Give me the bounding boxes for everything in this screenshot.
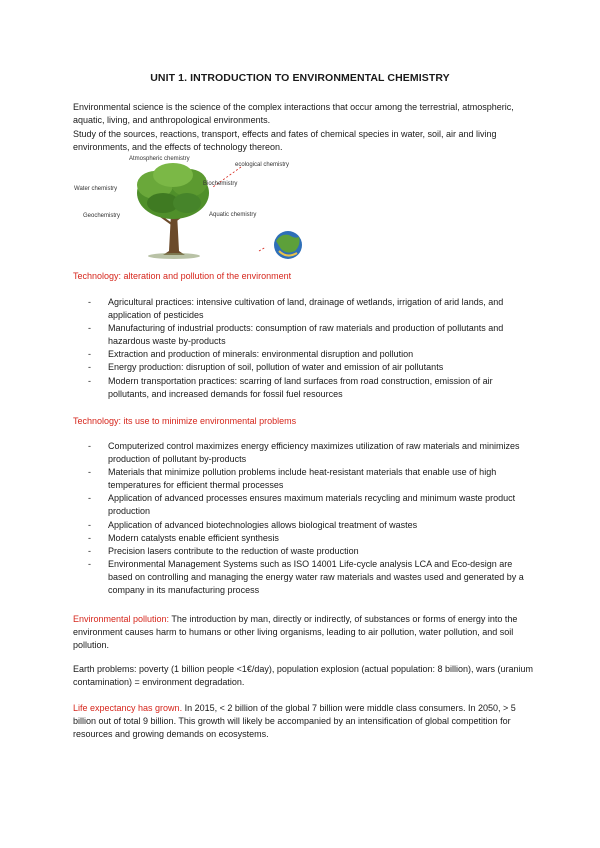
list-item: - Energy production: disruption of soil, pollution of water and emission of air pollutants: [88, 361, 528, 374]
page-title: UNIT 1. INTRODUCTION TO ENVIRONMENTAL CHEMISTRY: [150, 72, 450, 84]
pollution-text: The introduction by man, directly or indirectly, of substances or forms of energy into the environment causes harm to humans or other living organisms, leading to air pollution, water pollution, and soil pollution.: [73, 614, 518, 651]
label-geochemistry: Geochemistry: [83, 213, 121, 219]
intro-paragraph-2: Study of the sources, reactions, transport, effects and fates of chemical species in water, soil, air and living environments, and the effects of technology thereon.: [73, 129, 497, 153]
list-item: - Environmental Management Systems such as ISO 14001 Life-cycle analysis LCA and Eco-design are based on controlling and managing the energy water raw materials and wastes used and generated by a company in its manufacturing process: [88, 558, 528, 597]
label-ecological-chemistry: ecological chemistry: [235, 162, 290, 168]
label-biochemistry: Biochemistry: [203, 181, 238, 187]
list-item: - Agricultural practices: intensive cultivation of land, drainage of wetlands, irrigation of arid lands, and application of pesticides: [88, 296, 528, 322]
earth-problems-paragraph: Earth problems: poverty (1 billion people <1€/day), population explosion (actual population: 8 billion), wars (uranium contamination) = environment degradation.: [73, 664, 534, 688]
label-atmospheric-chemistry: Atmospheric chemistry: [129, 156, 190, 162]
list-item: - Materials that minimize pollution problems include heat-resistant materials that enable use of high temperatures for efficient thermal processes: [88, 466, 528, 492]
environmental-chemistry-figure: [73, 155, 313, 260]
life-expectancy-paragraph: [73, 702, 533, 742]
list-item: - Application of advanced processes ensures maximum materials recycling and minimum waste product production: [88, 492, 528, 518]
section-heading-alteration: Technology: alteration and pollution of the environment: [73, 271, 292, 281]
list-item: - Modern transportation practices: scarring of land surfaces from road construction, emission of air pollutants, and increased demands for fossil fuel resources: [88, 375, 528, 401]
minimize-list: [88, 440, 528, 597]
label-water-chemistry: Water chemistry: [74, 186, 118, 192]
list-item: - Application of advanced biotechnologies allows biological treatment of wastes: [88, 519, 528, 532]
label-aquatic-chemistry: Aquatic chemistry: [209, 212, 257, 218]
list-item: - Extraction and production of minerals: environmental disruption and pollution: [88, 348, 528, 361]
list-item: - Computerized control maximizes energy efficiency maximizes utilization of raw materials and minimizes production of pollutant by-products: [88, 440, 528, 466]
pollution-term: Environmental pollution:: [73, 614, 170, 624]
life-expectancy-text: In 2015, < 2 billion of the global 7 billion were middle class consumers. In 2050, > 5 billion out of total 9 billion. This growth will likely be accompanied by an intensification of global competition for resources and growing demands on ecosystems.: [73, 703, 516, 740]
list-item: - Manufacturing of industrial products: consumption of raw materials and production of pollutants and hazardous waste by-products: [88, 322, 528, 348]
life-expectancy-term: Life expectancy has grown.: [73, 703, 183, 713]
list-item: - Modern catalysts enable efficient synthesis: [88, 532, 528, 545]
pollution-paragraph: [73, 613, 533, 653]
intro-paragraph-1: Environmental science is the science of the complex interactions that occur among the terrestrial, atmospheric, aquatic, living, and anthropological environments.: [73, 102, 514, 126]
list-item: - Precision lasers contribute to the reduction of waste production: [88, 545, 528, 558]
section-heading-minimize: Technology: its use to minimize environmental problems: [73, 416, 297, 426]
alteration-list: [88, 296, 528, 401]
tree-illustration: [73, 155, 313, 260]
